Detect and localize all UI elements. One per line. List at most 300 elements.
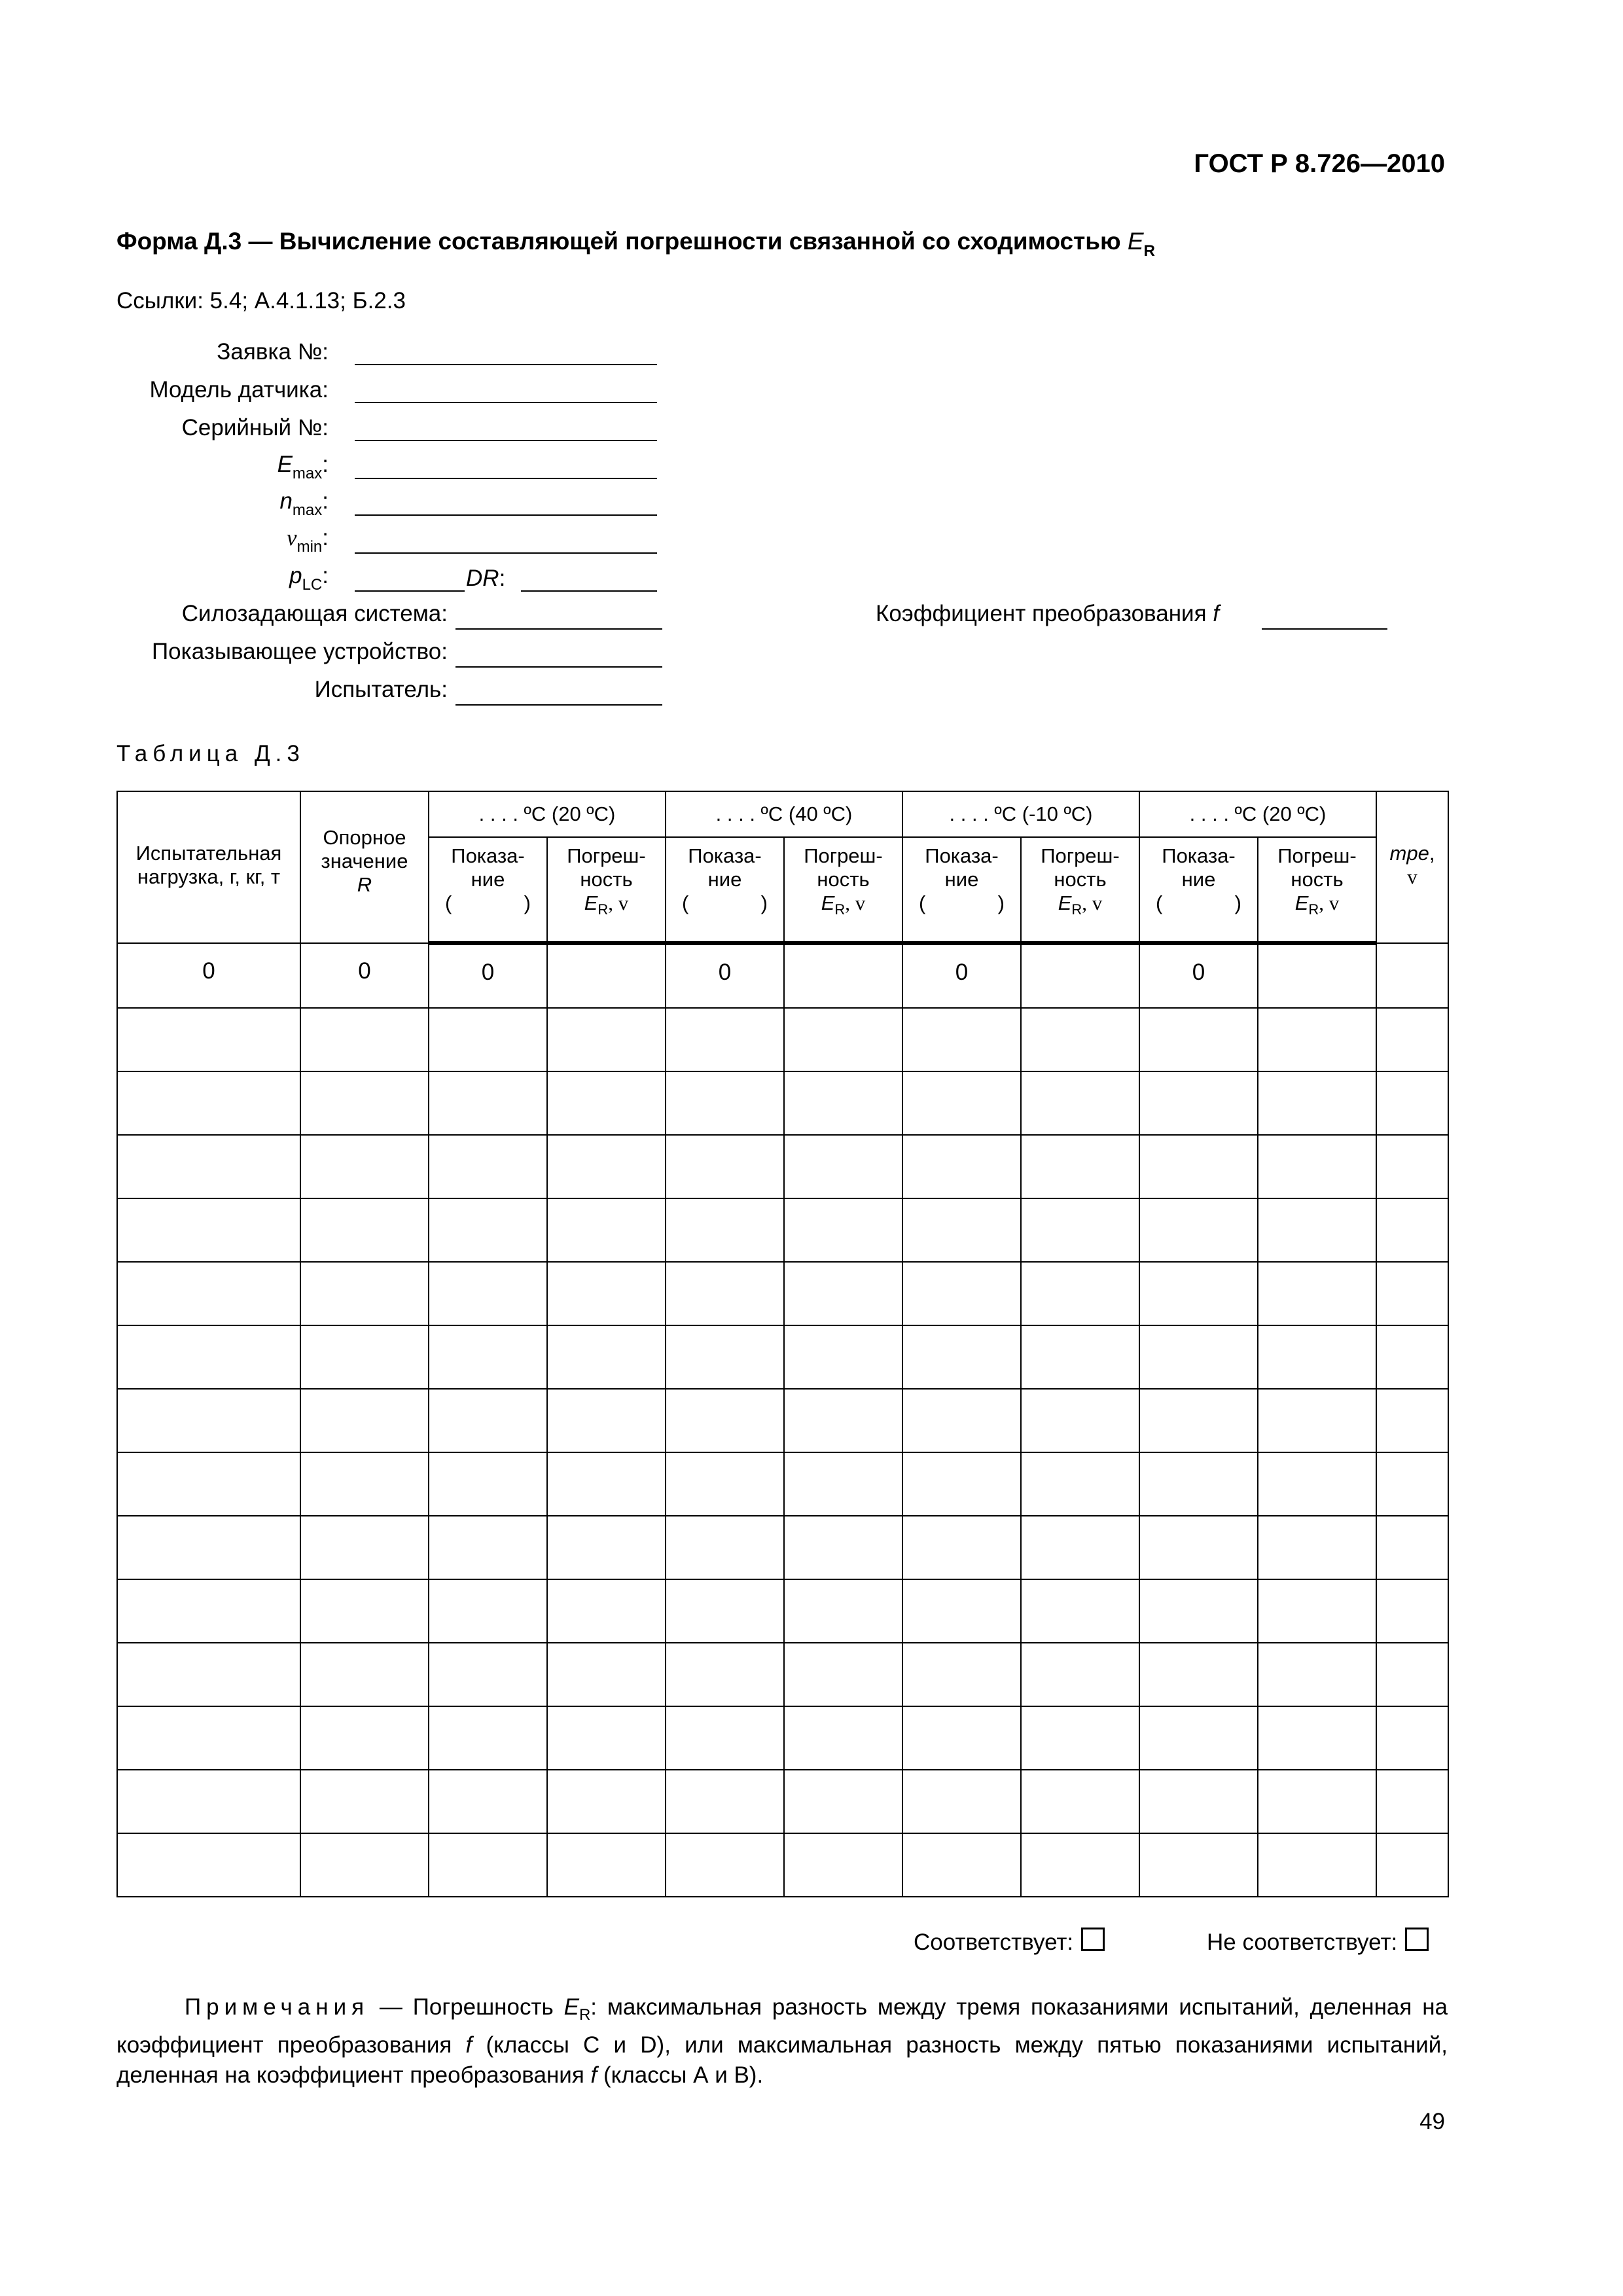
table-cell[interactable] <box>902 1135 1021 1198</box>
table-cell[interactable] <box>117 1325 300 1389</box>
table-cell[interactable] <box>902 1071 1021 1135</box>
table-cell[interactable] <box>547 1135 666 1198</box>
table-cell[interactable] <box>1021 1452 1139 1516</box>
error-unit: , v <box>1082 891 1103 914</box>
table-cell[interactable] <box>666 1770 784 1833</box>
table-row <box>117 1135 1448 1198</box>
table-cell[interactable] <box>1139 1706 1258 1770</box>
table-row <box>117 1579 1448 1643</box>
table-row <box>117 1262 1448 1325</box>
reading-l2: ние <box>944 868 979 891</box>
error-sub: R <box>1071 901 1082 918</box>
table-cell[interactable]: 0 <box>902 943 1021 1008</box>
table-cell[interactable] <box>547 1516 666 1579</box>
table-cell[interactable] <box>1376 1833 1448 1897</box>
table-cell[interactable] <box>117 1389 300 1452</box>
table-cell[interactable] <box>902 1516 1021 1579</box>
table-cell[interactable] <box>1139 1389 1258 1452</box>
mpe-unit2: v <box>1407 865 1418 888</box>
error-var: E <box>584 891 598 914</box>
table-cell[interactable] <box>1021 1071 1139 1135</box>
table-cell[interactable] <box>1258 1135 1376 1198</box>
table-cell[interactable]: 0 <box>666 943 784 1008</box>
table-cell[interactable] <box>1376 1770 1448 1833</box>
table-cell[interactable] <box>1258 1706 1376 1770</box>
table-cell[interactable] <box>666 1452 784 1516</box>
paren-close: ) <box>997 891 1005 914</box>
table-cell[interactable] <box>429 1071 547 1135</box>
table-cell[interactable] <box>429 1389 547 1452</box>
table-cell[interactable] <box>1139 1071 1258 1135</box>
table-cell[interactable] <box>1258 1389 1376 1452</box>
table-cell[interactable] <box>1139 1770 1258 1833</box>
table-cell[interactable] <box>784 1833 902 1897</box>
indicator-field[interactable] <box>455 666 662 668</box>
request-label: Заявка №: <box>217 339 329 365</box>
table-cell[interactable] <box>1258 1516 1376 1579</box>
error-header <box>1021 837 1139 943</box>
not-complies-label: Не соответствует: <box>1207 1929 1398 1955</box>
reading-l2: ние <box>707 868 742 891</box>
table-cell[interactable] <box>1021 1770 1139 1833</box>
table-cell[interactable] <box>666 1008 784 1071</box>
table-cell[interactable] <box>1139 1262 1258 1325</box>
table-row <box>117 1071 1448 1135</box>
table-cell[interactable] <box>784 1008 902 1071</box>
table-cell[interactable] <box>784 1135 902 1198</box>
form-title-text: Форма Д.3 — Вычисление составляющей погрешности связанной со сходимостью <box>116 228 1128 255</box>
reading-header <box>1139 837 1258 943</box>
table-cell[interactable] <box>902 1008 1021 1071</box>
table-cell[interactable] <box>1376 943 1448 1008</box>
table-cell[interactable] <box>300 1135 429 1198</box>
paren-open: ( <box>919 891 926 914</box>
table-cell[interactable]: 0 <box>117 943 300 1008</box>
col-load-text: Испытательная нагрузка, г, кг, т <box>135 842 282 888</box>
table-cell[interactable] <box>784 1643 902 1706</box>
table-cell[interactable] <box>902 1706 1021 1770</box>
error-l1: Погреш- <box>567 844 646 867</box>
error-l2: ность <box>1054 868 1107 891</box>
dr-field[interactable] <box>521 590 657 592</box>
table-cell[interactable] <box>117 1579 300 1643</box>
table-cell[interactable] <box>117 1135 300 1198</box>
table-cell[interactable] <box>1021 1706 1139 1770</box>
table-cell[interactable] <box>666 1198 784 1262</box>
table-cell[interactable] <box>547 1452 666 1516</box>
table-cell[interactable] <box>300 1262 429 1325</box>
vmin-colon: : <box>322 525 329 550</box>
table-cell[interactable] <box>1376 1706 1448 1770</box>
note-sub: R <box>579 2006 591 2024</box>
error-sub: R <box>597 901 609 918</box>
table-cell[interactable] <box>429 1325 547 1389</box>
table-row <box>117 1643 1448 1706</box>
table-row <box>117 1770 1448 1833</box>
table-cell[interactable] <box>300 1452 429 1516</box>
temp-header-4: . . . . ºС (20 ºС) <box>1139 791 1376 837</box>
table-cell[interactable] <box>902 1198 1021 1262</box>
table-cell[interactable] <box>666 1516 784 1579</box>
table-cell[interactable] <box>1376 1389 1448 1452</box>
table-cell[interactable] <box>117 1071 300 1135</box>
error-unit: , v <box>1319 891 1340 914</box>
table-cell[interactable] <box>1258 1325 1376 1389</box>
paren-open: ( <box>1156 891 1163 914</box>
table-cell[interactable] <box>1139 1135 1258 1198</box>
dr-colon: : <box>499 565 506 591</box>
col-load-header <box>117 791 300 943</box>
table-cell[interactable] <box>429 1135 547 1198</box>
complies-label: Соответствует: <box>914 1929 1074 1955</box>
table-cell[interactable] <box>429 1706 547 1770</box>
table-cell[interactable] <box>429 1516 547 1579</box>
table-cell[interactable] <box>1258 943 1376 1008</box>
table-cell[interactable] <box>784 1262 902 1325</box>
table-cell[interactable] <box>1021 943 1139 1008</box>
error-sub: R <box>834 901 846 918</box>
table-cell[interactable] <box>666 1833 784 1897</box>
table-cell[interactable] <box>666 1325 784 1389</box>
table-cell[interactable] <box>666 1643 784 1706</box>
note-f1: f <box>465 2032 473 2058</box>
table-cell[interactable] <box>300 1389 429 1452</box>
table-cell[interactable] <box>1021 1643 1139 1706</box>
table-cell[interactable]: 0 <box>300 943 429 1008</box>
table-cell[interactable] <box>1376 1643 1448 1706</box>
table-cell[interactable] <box>902 1262 1021 1325</box>
note-paragraph <box>116 1992 1448 2090</box>
table-cell[interactable] <box>547 1706 666 1770</box>
table-cell[interactable] <box>902 1389 1021 1452</box>
not-complies-check <box>1207 1928 1429 1956</box>
table-cell[interactable] <box>547 1389 666 1452</box>
model-label: Модель датчика: <box>149 377 329 403</box>
paren-close: ) <box>1234 891 1241 914</box>
table-cell[interactable] <box>117 1452 300 1516</box>
table-cell[interactable] <box>117 1643 300 1706</box>
table-cell[interactable] <box>1376 1579 1448 1643</box>
table-cell[interactable] <box>300 1833 429 1897</box>
error-var: E <box>1058 891 1072 914</box>
table-cell[interactable] <box>117 1262 300 1325</box>
table-cell[interactable] <box>902 1643 1021 1706</box>
table-cell[interactable] <box>1258 1643 1376 1706</box>
model-field[interactable] <box>355 402 657 403</box>
table-cell[interactable] <box>547 1579 666 1643</box>
plc-field[interactable] <box>355 590 465 592</box>
nmax-var: n <box>279 488 293 514</box>
table-cell[interactable] <box>1139 1516 1258 1579</box>
table-cell[interactable] <box>1258 1198 1376 1262</box>
table-cell[interactable] <box>300 1516 429 1579</box>
table-cell[interactable] <box>1139 1452 1258 1516</box>
references: Ссылки: 5.4; А.4.1.13; Б.2.3 <box>116 288 406 314</box>
error-l2: ность <box>817 868 870 891</box>
error-l1: Погреш- <box>1277 844 1357 867</box>
table-cell[interactable] <box>547 1071 666 1135</box>
table-cell[interactable] <box>1376 1516 1448 1579</box>
table-cell[interactable] <box>429 1008 547 1071</box>
table-cell[interactable] <box>1258 1008 1376 1071</box>
table-cell[interactable] <box>547 1643 666 1706</box>
force-system-label: Силозадающая система: <box>181 601 448 626</box>
error-header <box>1258 837 1376 943</box>
note-text1: — Погрешность <box>369 1994 564 2020</box>
coef-var: f <box>1213 601 1220 626</box>
table-cell[interactable] <box>1021 1135 1139 1198</box>
vmin-var: v <box>287 525 297 550</box>
vmin-sub: min <box>296 538 323 556</box>
reading-l2: ние <box>471 868 505 891</box>
table-row <box>117 943 1448 1008</box>
emax-sub: max <box>292 465 323 482</box>
table-cell[interactable] <box>784 1071 902 1135</box>
dr-label <box>466 565 505 592</box>
form-title-sub: R <box>1143 242 1155 260</box>
note-text2: : максимальная разность между тремя показаниями испытаний, деленная на коэффициент преобразования <box>116 1994 1448 2058</box>
indicator-label: Показывающее устройство: <box>152 639 448 664</box>
reading-header <box>666 837 784 943</box>
results-table <box>116 791 1449 1897</box>
table-cell[interactable] <box>1021 1198 1139 1262</box>
vmin-field[interactable] <box>355 552 657 554</box>
table-cell[interactable] <box>547 1198 666 1262</box>
table-cell[interactable] <box>1021 1579 1139 1643</box>
table-cell[interactable] <box>784 1452 902 1516</box>
table-cell[interactable] <box>547 943 666 1008</box>
table-cell[interactable] <box>117 1706 300 1770</box>
table-cell[interactable] <box>1258 1452 1376 1516</box>
form-title <box>116 228 1155 260</box>
reading-l2: ние <box>1181 868 1216 891</box>
table-cell[interactable] <box>666 1135 784 1198</box>
table-row <box>117 1452 1448 1516</box>
reading-l1: Показа- <box>925 844 999 867</box>
table-cell[interactable] <box>1376 1262 1448 1325</box>
table-cell[interactable] <box>117 1770 300 1833</box>
nmax-field[interactable] <box>355 514 657 516</box>
temp-header-3: . . . . ºС (-10 ºС) <box>902 791 1139 837</box>
mpe-var: mpe <box>1389 842 1429 865</box>
table-cell[interactable] <box>300 1770 429 1833</box>
table-cell[interactable] <box>300 1643 429 1706</box>
table-cell[interactable] <box>784 1325 902 1389</box>
table-cell[interactable] <box>429 1452 547 1516</box>
table-cell[interactable] <box>1139 1325 1258 1389</box>
table-cell[interactable] <box>117 1516 300 1579</box>
table-cell[interactable] <box>666 1706 784 1770</box>
table-cell[interactable] <box>902 1833 1021 1897</box>
paren-open: ( <box>682 891 689 914</box>
table-cell[interactable] <box>547 1833 666 1897</box>
table-cell[interactable] <box>300 1198 429 1262</box>
table-cell[interactable] <box>666 1579 784 1643</box>
table-cell[interactable] <box>1139 1008 1258 1071</box>
temp-header-2: . . . . ºС (40 ºС) <box>666 791 902 837</box>
table-cell[interactable] <box>429 1198 547 1262</box>
error-unit: , v <box>608 891 629 914</box>
table-cell[interactable] <box>902 1452 1021 1516</box>
table-cell[interactable] <box>1376 1135 1448 1198</box>
table-row <box>117 1516 1448 1579</box>
table-cell[interactable] <box>429 1643 547 1706</box>
table-cell[interactable] <box>1139 1579 1258 1643</box>
nmax-colon: : <box>322 488 329 514</box>
table-row <box>117 1198 1448 1262</box>
table-cell[interactable] <box>1139 1198 1258 1262</box>
emax-field[interactable] <box>355 478 657 479</box>
form-title-var: E <box>1127 228 1144 255</box>
table-cell[interactable] <box>1139 1643 1258 1706</box>
paren-close: ) <box>524 891 531 914</box>
table-cell[interactable] <box>784 1389 902 1452</box>
table-cell[interactable] <box>117 1008 300 1071</box>
coef-text: Коэффициент преобразования <box>876 601 1213 626</box>
table-cell[interactable] <box>547 1262 666 1325</box>
table-cell[interactable] <box>547 1325 666 1389</box>
table-cell[interactable] <box>902 1325 1021 1389</box>
table-cell[interactable] <box>1021 1389 1139 1452</box>
table-cell[interactable] <box>1376 1325 1448 1389</box>
col-ref-var: R <box>357 873 372 896</box>
table-caption: Таблица Д.3 <box>116 741 305 766</box>
paren-close: ) <box>760 891 768 914</box>
col-ref-text: Опорное значение <box>321 826 408 872</box>
table-cell[interactable] <box>1258 1833 1376 1897</box>
table-cell[interactable] <box>547 1008 666 1071</box>
nmax-label <box>279 488 329 520</box>
table-cell[interactable] <box>429 1579 547 1643</box>
table-cell[interactable]: 0 <box>429 943 547 1008</box>
force-system-field[interactable] <box>455 628 662 630</box>
table-cell[interactable] <box>429 1833 547 1897</box>
note-prefix: Примечания <box>185 1994 370 2020</box>
table-cell[interactable]: 0 <box>1139 943 1258 1008</box>
col-ref-header <box>300 791 429 943</box>
serial-label: Серийный №: <box>181 415 329 440</box>
reading-header <box>902 837 1021 943</box>
table-cell[interactable] <box>300 1008 429 1071</box>
table-cell[interactable] <box>1021 1516 1139 1579</box>
table-cell[interactable] <box>784 1579 902 1643</box>
error-l1: Погреш- <box>804 844 883 867</box>
table-cell[interactable] <box>1021 1833 1139 1897</box>
table-cell[interactable] <box>1258 1071 1376 1135</box>
page-number: 49 <box>1419 2109 1445 2134</box>
table-cell[interactable] <box>300 1071 429 1135</box>
not-complies-checkbox[interactable] <box>1405 1928 1429 1951</box>
plc-sub: LC <box>302 576 323 594</box>
table-cell[interactable] <box>1258 1770 1376 1833</box>
plc-label <box>289 563 329 594</box>
reading-l1: Показа- <box>1162 844 1236 867</box>
table-cell[interactable] <box>666 1071 784 1135</box>
tester-field[interactable] <box>455 704 662 706</box>
coef-label <box>876 601 1219 627</box>
emax-var: E <box>277 452 293 477</box>
table-cell[interactable] <box>784 1770 902 1833</box>
table-cell[interactable] <box>902 1579 1021 1643</box>
note-text4: (классы А и В). <box>597 2062 764 2088</box>
table-cell[interactable] <box>666 1389 784 1452</box>
plc-colon: : <box>322 563 329 588</box>
nmax-sub: max <box>292 501 323 519</box>
error-sub: R <box>1308 901 1319 918</box>
table-row <box>117 1833 1448 1897</box>
table-cell[interactable] <box>1021 1325 1139 1389</box>
note-text3: (классы С и D), или максимальная разность между пятью показаниями испытаний, деленная на коэффициент преобразования <box>116 2032 1448 2088</box>
table-cell[interactable] <box>1258 1262 1376 1325</box>
emax-colon: : <box>322 452 329 477</box>
table-cell[interactable] <box>784 1198 902 1262</box>
table-cell[interactable] <box>1376 1452 1448 1516</box>
error-l2: ность <box>1291 868 1344 891</box>
paren-open: ( <box>445 891 452 914</box>
plc-var: p <box>289 563 302 588</box>
complies-check <box>914 1928 1105 1956</box>
temp-header-1: . . . . ºС (20 ºС) <box>429 791 666 837</box>
table-cell[interactable] <box>1376 1071 1448 1135</box>
error-l1: Погреш- <box>1041 844 1120 867</box>
table-cell[interactable] <box>300 1579 429 1643</box>
table-cell[interactable] <box>1376 1008 1448 1071</box>
table-cell[interactable] <box>429 1770 547 1833</box>
request-field[interactable] <box>355 364 657 365</box>
table-cell[interactable] <box>666 1262 784 1325</box>
table-cell[interactable] <box>784 943 902 1008</box>
vmin-label <box>287 525 329 556</box>
table-cell[interactable] <box>1258 1579 1376 1643</box>
note-f2: f <box>590 2062 597 2088</box>
error-var: E <box>1294 891 1309 914</box>
table-row <box>117 1389 1448 1452</box>
table-row <box>117 1706 1448 1770</box>
table-cell[interactable] <box>429 1262 547 1325</box>
table-cell[interactable] <box>784 1516 902 1579</box>
tester-label: Испытатель: <box>314 677 448 702</box>
emax-label <box>277 452 329 483</box>
reading-header <box>429 837 547 943</box>
table-cell[interactable] <box>300 1706 429 1770</box>
note-var: E <box>563 1994 579 2020</box>
table-body <box>117 943 1448 1897</box>
table-cell[interactable] <box>1021 1262 1139 1325</box>
error-header <box>547 837 666 943</box>
table-cell[interactable] <box>902 1770 1021 1833</box>
coef-field[interactable] <box>1262 628 1387 630</box>
table-cell[interactable] <box>784 1706 902 1770</box>
table-cell[interactable] <box>1139 1833 1258 1897</box>
standard-number: ГОСТ Р 8.726—2010 <box>1194 149 1445 178</box>
error-var: E <box>821 891 835 914</box>
table-cell[interactable] <box>1376 1198 1448 1262</box>
complies-checkbox[interactable] <box>1081 1928 1105 1951</box>
reading-l1: Показа- <box>451 844 525 867</box>
table-cell[interactable] <box>117 1833 300 1897</box>
table-cell[interactable] <box>1021 1008 1139 1071</box>
error-l2: ность <box>580 868 633 891</box>
table-cell[interactable] <box>117 1198 300 1262</box>
error-header <box>784 837 902 943</box>
serial-field[interactable] <box>355 440 657 441</box>
table-cell[interactable] <box>300 1325 429 1389</box>
dr-var: DR <box>466 565 499 591</box>
table-row <box>117 1325 1448 1389</box>
table-row <box>117 1008 1448 1071</box>
error-unit: , v <box>845 891 866 914</box>
table-cell[interactable] <box>547 1770 666 1833</box>
